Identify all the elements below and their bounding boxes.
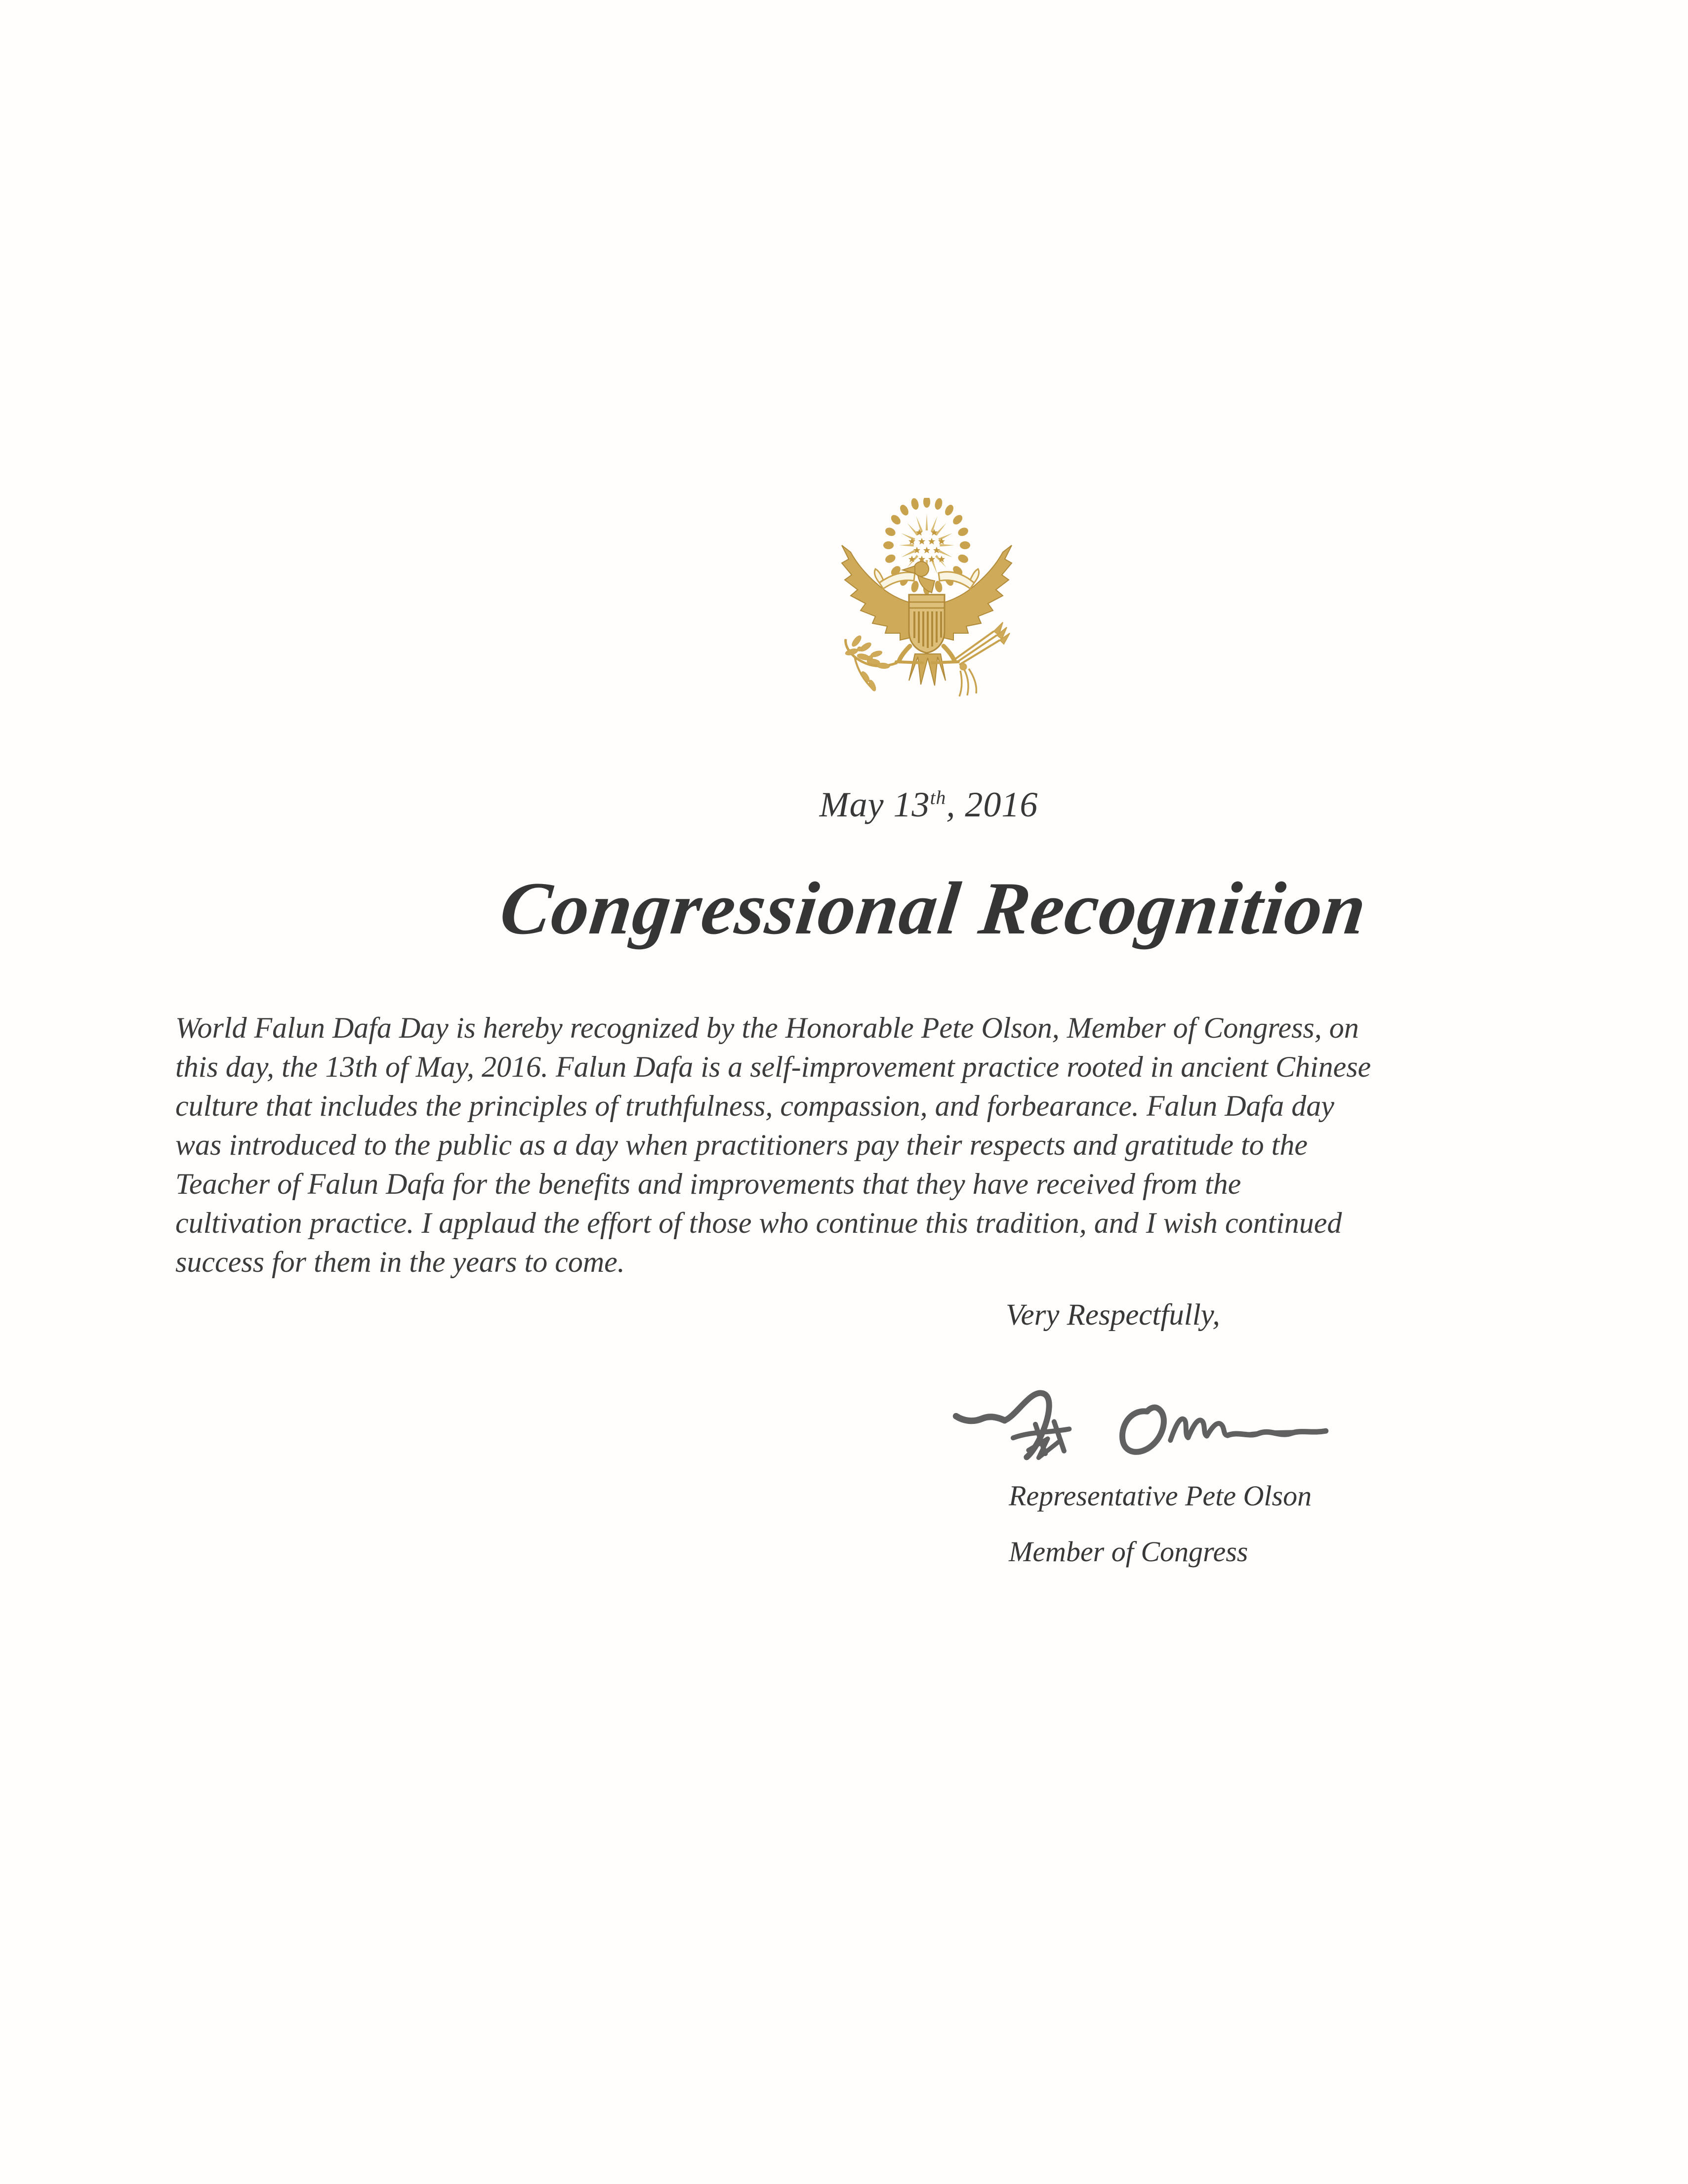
body-line: Teacher of Falun Dafa for the benefits and improvements that they have received from the	[175, 1168, 1241, 1200]
date-prefix: May 13	[819, 785, 930, 824]
date-line	[756, 784, 1102, 825]
body-line: World Falun Dafa Day is hereby recognized by the Honorable Pete Olson, Member of Congress, on	[175, 1011, 1359, 1044]
closing-salutation: Very Respectfully,	[1006, 1298, 1220, 1332]
body-line: cultivation practice. I applaud the effort of those who continue this tradition, and I wish continued	[175, 1207, 1342, 1239]
certificate-body	[175, 1009, 1554, 1282]
body-line: success for them in the years to come.	[175, 1246, 625, 1278]
date-ordinal: th	[930, 787, 947, 809]
signer-name: Representative Pete Olson	[1009, 1480, 1312, 1512]
body-line: this day, the 13th of May, 2016. Falun Dafa is a self-improvement practice rooted in ancient Chinese	[175, 1051, 1371, 1083]
certificate-title: Congressional Recognition	[495, 867, 1372, 950]
body-line: was introduced to the public as a day when practitioners pay their respects and gratitude to the	[175, 1129, 1308, 1161]
pete-olson-signature	[951, 1379, 1339, 1466]
signer-role: Member of Congress	[1009, 1536, 1248, 1568]
body-line: culture that includes the principles of truthfulness, compassion, and forbearance. Falun Dafa day	[175, 1090, 1334, 1122]
great-seal-eagle-icon	[822, 498, 1031, 730]
date-suffix: , 2016	[946, 785, 1038, 824]
